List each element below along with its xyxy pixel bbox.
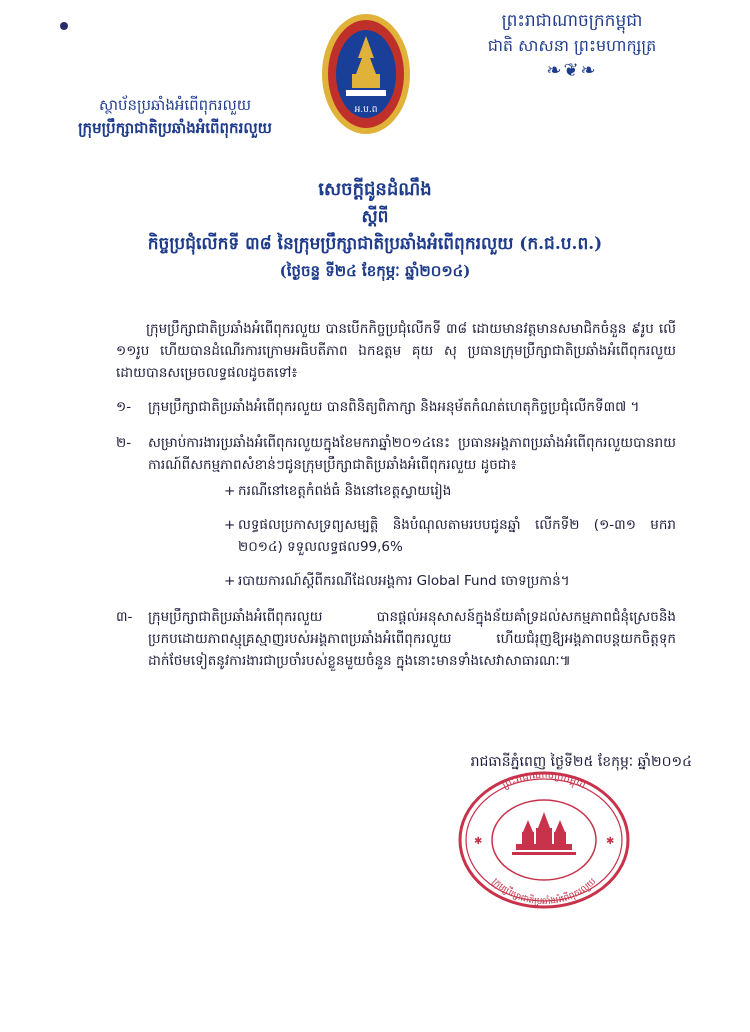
- kingdom-title: ព្រះរាជាណាចក្រកម្ពុជា: [501, 11, 643, 31]
- official-seal: [456, 770, 632, 910]
- logo-abbrev: អ.ប.ព: [354, 105, 378, 115]
- ornament-divider: ❧❦❧: [546, 60, 598, 81]
- sub-item-text: លទ្ធផលប្រកាសទ្រព្យសម្បត្តិ និងបំណុលតាមរបបជូនឆ្នាំ លើកទី២ (១-៣១ មករា ២០១៤) ទទួលលទ្ធផល99,6%: [238, 517, 676, 555]
- stray-mark: [60, 22, 68, 30]
- bullet-mark: +: [224, 517, 236, 533]
- title-regarding: ស្តីពី: [361, 207, 389, 227]
- sub-list-item: [224, 514, 676, 558]
- seal-star-left: ✱: [474, 836, 483, 847]
- institution-header: [60, 94, 290, 140]
- sub-item-text: របាយការណ៍ស្តីពីករណីដែលអង្គការ Global Fund ចោទប្រកាន់។: [238, 573, 570, 589]
- place-and-date: រាជធានីភ្នំពេញ ថ្ងៃទី២៥ ខែកុម្ភៈ ឆ្នាំ២០១៤: [470, 754, 692, 770]
- sub-item-text: ករណីនៅខេត្តកំពង់ធំ និងនៅខេត្តស្វាយរៀង: [238, 483, 452, 499]
- item-number: ១-: [116, 399, 132, 415]
- item-number: ២-: [116, 435, 132, 451]
- sub-list-item: [224, 570, 676, 592]
- title-date: (ថ្ងៃចន្ទ ទី២៤ ខែកុម្ភៈ ឆ្នាំ២០១៤): [279, 262, 471, 280]
- list-item: [116, 396, 676, 418]
- item-text: សម្រាប់ការងារប្រឆាំងអំពើពុករលួយក្នុងខែមករាឆ្នាំ២០១៤នេះ ប្រធានអង្គភាពប្រឆាំងអំពើពុករលួយបានរាយការណ៍ពីសកម្មភាពសំខាន់ៗជូនក្រុមប្រឹក្សាជាតិប្រឆាំងអំពើពុករលួយ ដូចជា៖: [148, 435, 676, 473]
- kingdom-motto: ជាតិ សាសនា ព្រះមហាក្សត្រ: [487, 36, 657, 55]
- institution-name: ស្ថាប័នប្រឆាំងអំពើពុករលួយ: [98, 96, 252, 114]
- kingdom-header: [452, 8, 692, 81]
- document-body: [116, 318, 676, 686]
- item-number: ៣-: [116, 609, 133, 625]
- document-title: [0, 176, 750, 284]
- title-announcement: សេចក្តីជូនដំណឹង: [318, 179, 432, 200]
- item-text: ក្រុមប្រឹក្សាជាតិប្រឆាំងអំពើពុករលួយ បានផ្តល់អនុសាសន៍ក្នុងន័យគាំទ្រដល់សកម្មភាពជំនុំស្រេចនិងប្រកបដោយភាពស្មុគ្រស្មាញរបស់អង្គភាពប្រឆាំងអំពើពុករលួយ ហើយជំរុញឱ្យអង្គភាពបន្តយកចិត្តទុកដាក់ថែមទៀតនូវការងារជាប្រចាំរបស់ខ្លួនមួយចំនួន ក្នុងនោះមានទាំងសេវាសាធារណៈ៕: [148, 609, 676, 669]
- angkor-temple-icon: [512, 812, 576, 855]
- list-item: [116, 432, 676, 592]
- council-name: ក្រុមប្រឹក្សាជាតិប្រឆាំងអំពើពុករលួយ: [78, 119, 272, 137]
- bullet-mark: +: [224, 483, 236, 499]
- sub-list: [224, 480, 676, 592]
- bullet-mark: +: [224, 573, 236, 589]
- title-subject: កិច្ចប្រជុំលើកទី ៣៨ នៃក្រុមប្រឹក្សាជាតិប្រឆាំងអំពើពុករលួយ (ក.ជ.ប.ព.): [147, 234, 603, 254]
- sub-list-item: [224, 480, 676, 502]
- item-text: ក្រុមប្រឹក្សាជាតិប្រឆាំងអំពើពុករលួយ បានពិនិត្យពិភាក្សា និងអនុម័តកំណត់ហេតុកិច្ចប្រជុំលើកទី៣៧ ។: [148, 399, 640, 415]
- seal-text-bottom: ក្រុមប្រឹក្សាជាតិប្រឆាំងអំពើពុករលួយ: [489, 876, 599, 908]
- list-item: [116, 606, 676, 672]
- seal-star-right: ✱: [606, 836, 615, 847]
- institution-logo: [318, 10, 414, 138]
- seal-text-top: ព្រះរាជាណាចក្រកម្ពុជា: [500, 770, 588, 792]
- intro-paragraph: ក្រុមប្រឹក្សាជាតិប្រឆាំងអំពើពុករលួយ បានបើកកិច្ចប្រជុំលើកទី ៣៨ ដោយមានវត្តមានសមាជិកចំនួន ៩រូប លើ ១១រូប ហើយបានដំណើរការក្រោមអធិបតីភាព ឯកឧត្តម គុយ សុ ប្រធានក្រុមប្រឹក្សាជាតិប្រឆាំងអំពើពុករលួយ ដោយបានសម្រេចលទ្ធផលដូចតទៅ៖: [116, 321, 676, 381]
